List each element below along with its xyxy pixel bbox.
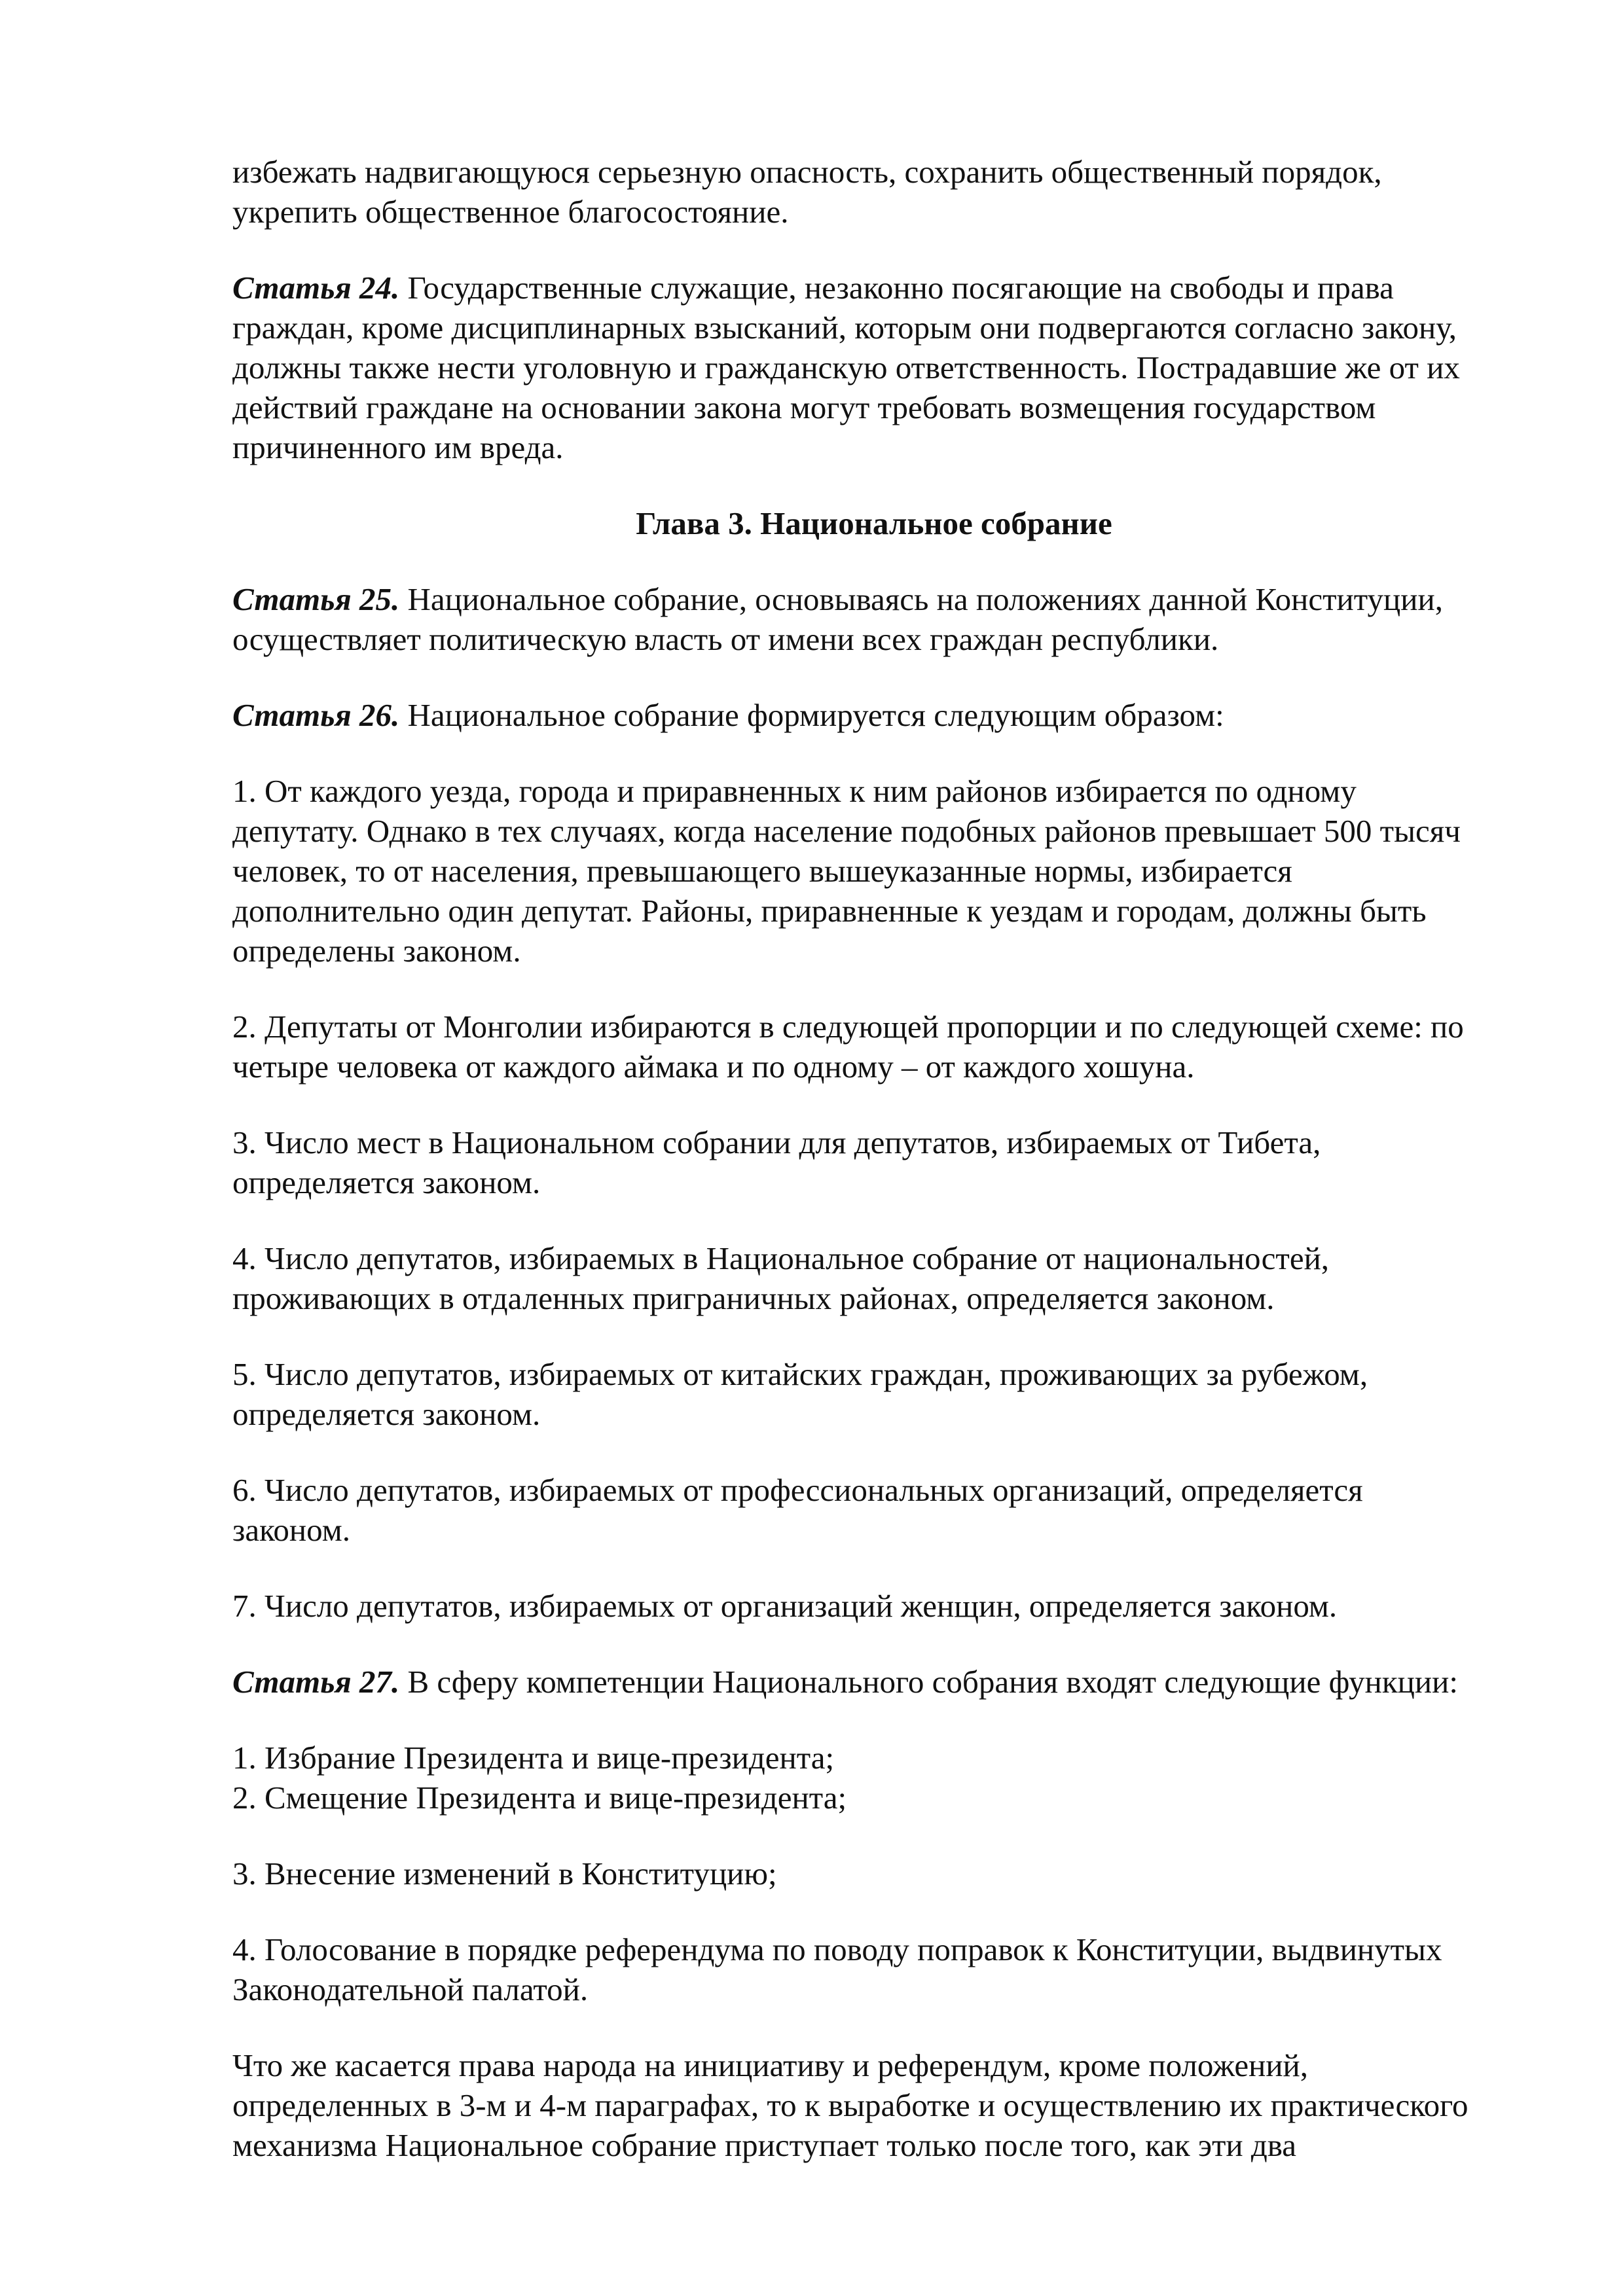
article-label: Статья 26.: [232, 697, 400, 733]
text-line: механизма Национальное собрание приступает только после того, как эти два: [232, 2127, 1297, 2163]
text-line: действий граждане на основании закона могут требовать возмещения государством: [232, 389, 1376, 425]
text-line: укрепить общественное благосостояние.: [232, 194, 789, 230]
text-line: 3. Внесение изменений в Конституцию;: [232, 1856, 777, 1892]
document-page: [232, 152, 1516, 2201]
article-24: [232, 268, 1516, 467]
text-line: 2. Депутаты от Монголии избираются в следующей пропорции и по следующей схеме: по: [232, 1009, 1464, 1045]
chapter-heading: Глава 3. Национальное собрание: [636, 505, 1112, 541]
text-line: 6. Число депутатов, избираемых от профессиональных организаций, определяется: [232, 1472, 1363, 1508]
text-line: 5. Число депутатов, избираемых от китайских граждан, проживающих за рубежом,: [232, 1356, 1368, 1392]
text-line: человек, то от населения, превышающего вышеуказанные нормы, избирается: [232, 853, 1292, 889]
article-26-item-3: [232, 1122, 1516, 1202]
article-25: [232, 579, 1516, 659]
text-line: осуществляет политическую власть от имени всех граждан республики.: [232, 621, 1219, 657]
text-line: 7. Число депутатов, избираемых от организаций женщин, определяется законом.: [232, 1588, 1338, 1624]
text-line: определены законом.: [232, 933, 521, 969]
article-26: [232, 695, 1516, 735]
text-line: [232, 1662, 1516, 1702]
article-26-item-1: [232, 771, 1516, 971]
text-line: дополнительно один депутат. Районы, приравненные к уездам и городам, должны быть: [232, 893, 1427, 929]
article-text: В сферу компетенции Национального собрания входят следующие функции:: [399, 1664, 1458, 1700]
text-line: [232, 579, 1516, 619]
text-line: [232, 695, 1516, 735]
article-26-item-6: [232, 1470, 1516, 1550]
text-line: депутату. Однако в тех случаях, когда население подобных районов превышает 500 тысяч: [232, 813, 1461, 849]
article-27: [232, 1662, 1516, 1702]
article-26-item-4: [232, 1238, 1516, 1318]
article-27-item-4: [232, 1929, 1516, 2009]
article-26-item-2: [232, 1007, 1516, 1086]
text-line: 3. Число мест в Национальном собрании для депутатов, избираемых от Тибета,: [232, 1124, 1321, 1160]
article-27-item-3: [232, 1854, 1516, 1893]
text-line: 4. Голосование в порядке референдума по поводу поправок к Конституции, выдвинутых: [232, 1931, 1442, 1967]
text-line: должны также нести уголовную и гражданскую ответственность. Пострадавшие же от их: [232, 350, 1460, 386]
article-26-item-5: [232, 1354, 1516, 1434]
closing-paragraph: [232, 2045, 1516, 2165]
article-26-item-7: [232, 1586, 1516, 1626]
article-label: Статья 25.: [232, 581, 400, 617]
article-text: Государственные служащие, незаконно посягающие на свободы и права: [399, 270, 1394, 306]
text-line: граждан, кроме дисциплинарных взысканий, которым они подвергаются согласно закону,: [232, 310, 1457, 346]
text-line: [232, 268, 1516, 308]
list-item: 1. Избрание Президента и вице-президента;: [232, 1740, 835, 1776]
text-line: определенных в 3-м и 4-м параграфах, то к выработке и осуществлению их практического: [232, 2087, 1468, 2123]
text-line: законом.: [232, 1512, 350, 1548]
list-item: 2. Смещение Президента и вице-президента;: [232, 1780, 847, 1816]
text-line: Что же касается права народа на инициативу и референдум, кроме положений,: [232, 2047, 1309, 2083]
article-text: Национальное собрание формируется следующим образом:: [399, 697, 1224, 733]
text-line: определяется законом.: [232, 1396, 541, 1432]
article-text: Национальное собрание, основываясь на положениях данной Конституции,: [399, 581, 1443, 617]
article-label: Статья 24.: [232, 270, 400, 306]
text-line: 1. От каждого уезда, города и приравненных к ним районов избирается по одному: [232, 773, 1357, 809]
text-line: Законодательной палатой.: [232, 1971, 589, 2007]
text-line: избежать надвигающуюся серьезную опасность, сохранить общественный порядок,: [232, 154, 1382, 190]
text-line: причиненного им вреда.: [232, 429, 564, 465]
intro-paragraph: [232, 152, 1516, 232]
article-27-items-1-2: [232, 1738, 1516, 1818]
text-line: определяется законом.: [232, 1164, 541, 1200]
article-label: Статья 27.: [232, 1664, 400, 1700]
text-line: проживающих в отдаленных приграничных районах, определяется законом.: [232, 1280, 1275, 1316]
text-line: четыре человека от каждого аймака и по одному – от каждого хошуна.: [232, 1049, 1195, 1085]
text-line: 4. Число депутатов, избираемых в Национальное собрание от национальностей,: [232, 1240, 1330, 1276]
